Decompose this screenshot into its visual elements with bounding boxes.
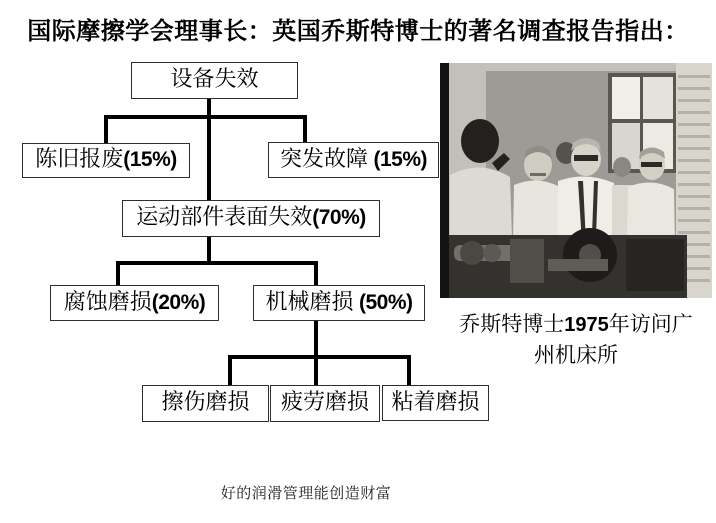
node-label: 设备失效 — [170, 66, 259, 91]
caption-text-pre: 乔斯特博士 — [459, 312, 565, 336]
photo-jost-visit — [440, 63, 712, 298]
connector-level1-bar — [104, 115, 307, 119]
node-label: 运动部件表面失效 — [136, 204, 313, 229]
node-label: 疲劳磨损 — [280, 389, 369, 414]
photo-image — [440, 63, 712, 298]
node-equipment-failure — [131, 62, 298, 99]
connector-drop-corrosion — [116, 261, 120, 285]
connector-level2-bar — [116, 261, 318, 265]
connector-level3-bar — [228, 355, 411, 359]
node-label: 机械磨损 — [265, 289, 359, 314]
node-fatigue-wear — [270, 385, 380, 422]
photo-caption — [438, 309, 714, 371]
node-obsolete-scrap — [22, 143, 190, 178]
connector-drop-obsolete — [104, 115, 108, 143]
slide-title: 国际摩擦学会理事长：英国乔斯特博士的著名调查报告指出： — [27, 19, 689, 45]
caption-year: 1975 — [564, 314, 609, 336]
node-corrosion-wear — [50, 285, 219, 321]
connector-drop-mechanical — [314, 261, 318, 285]
footer-slogan: 好的润滑管理能创造财富 — [220, 486, 392, 502]
node-percent: (15%) — [123, 148, 177, 171]
caption-text-post: 年访问广 — [608, 312, 693, 336]
caption-text-line2: 州机床所 — [534, 343, 618, 367]
node-label: 陈旧报废 — [35, 146, 124, 171]
node-label: 腐蚀磨损 — [63, 289, 152, 314]
node-label: 粘着磨损 — [391, 389, 480, 414]
node-moving-part-surface-failure — [122, 200, 380, 237]
node-percent: (50%) — [358, 291, 413, 314]
connector-drop-scratch — [228, 355, 232, 385]
node-sudden-breakdown — [268, 142, 439, 178]
node-mechanical-wear — [253, 285, 425, 321]
connector-drop-adhesive — [407, 355, 411, 385]
node-adhesive-wear — [382, 385, 489, 421]
node-percent: (70%) — [312, 206, 366, 229]
node-scratch-wear — [142, 385, 269, 422]
connector-drop-sudden — [303, 115, 307, 142]
connector-root-trunk — [207, 97, 211, 201]
node-label: 突发故障 — [279, 146, 374, 171]
node-label: 擦伤磨损 — [161, 389, 250, 414]
connector-mechanical-trunk — [314, 319, 318, 385]
node-percent: (15%) — [373, 148, 428, 171]
node-percent: (20%) — [151, 291, 206, 314]
